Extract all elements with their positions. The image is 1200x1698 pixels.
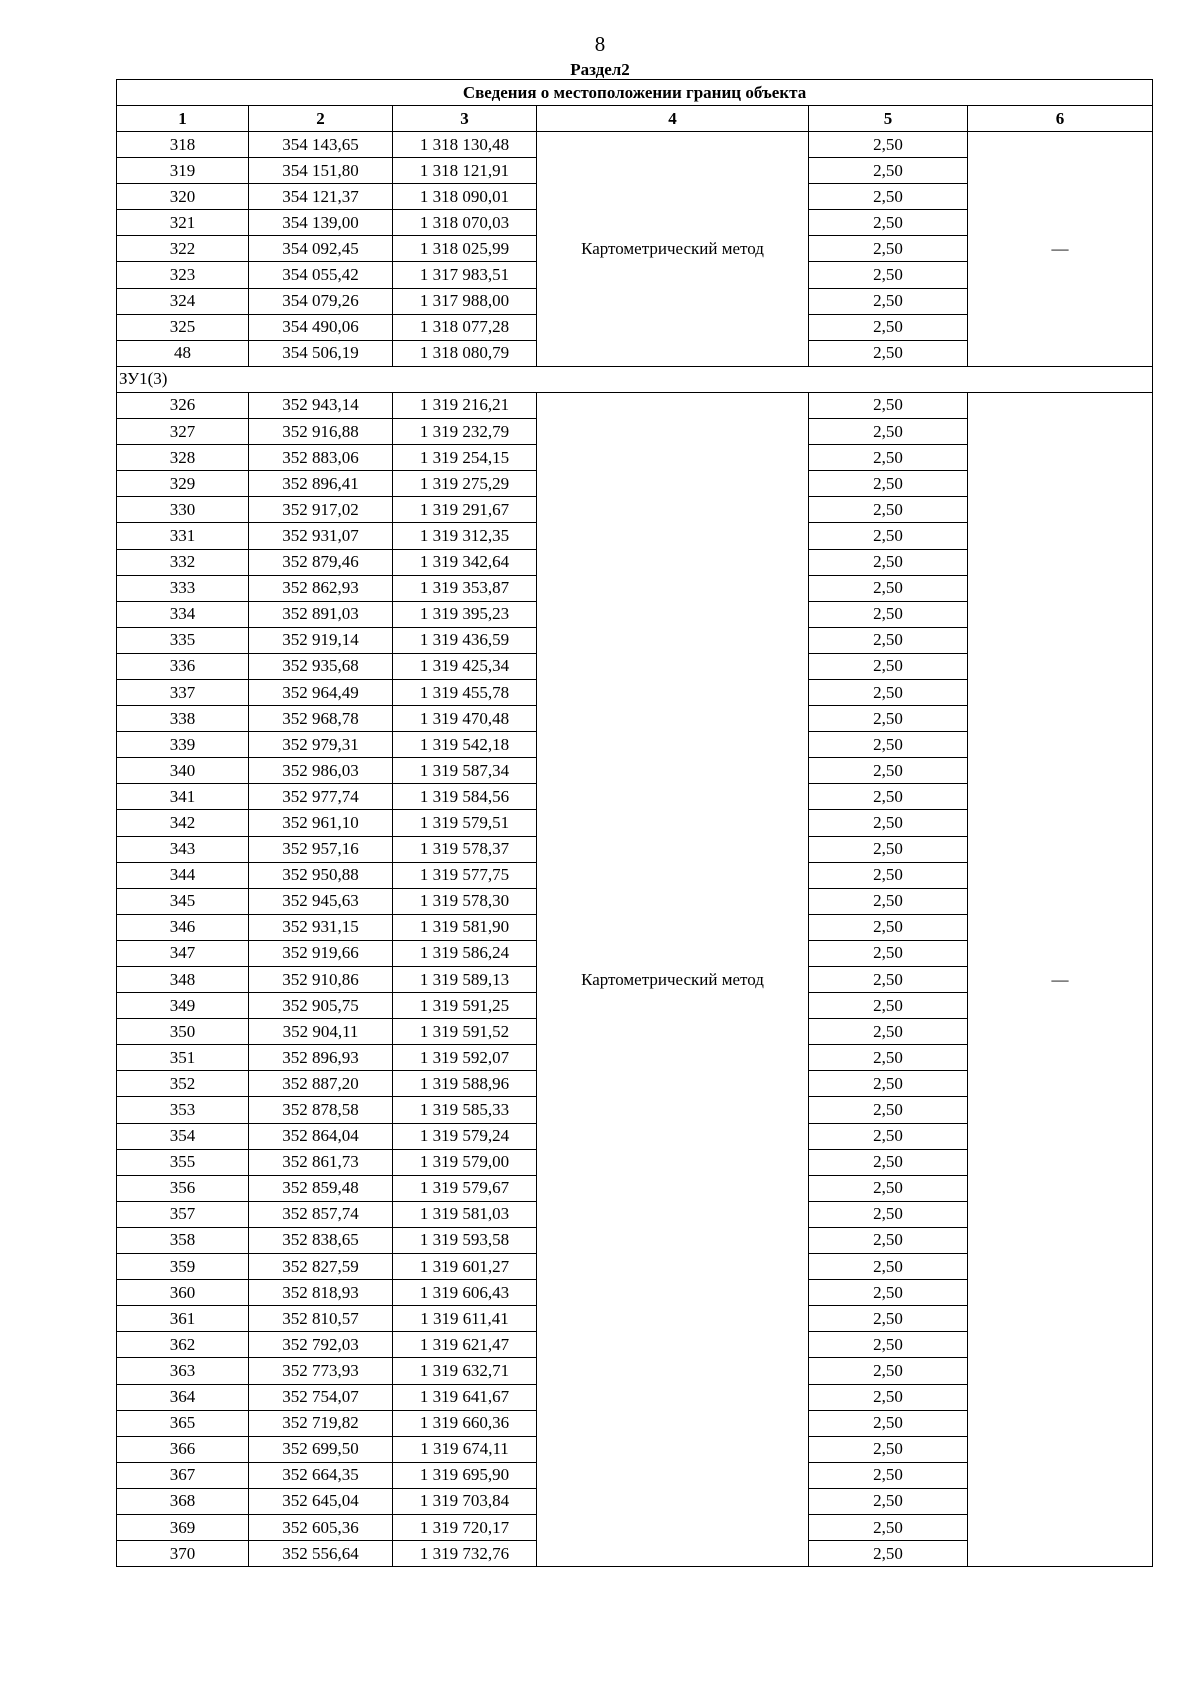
- y-coordinate-cell: 1 319 732,76: [393, 1541, 537, 1567]
- point-number-cell: 328: [117, 445, 249, 471]
- y-coordinate-cell: 1 319 578,30: [393, 888, 537, 914]
- y-coordinate-cell: 1 319 586,24: [393, 940, 537, 966]
- point-number-cell: 355: [117, 1149, 249, 1175]
- x-coordinate-cell: 352 818,93: [249, 1280, 393, 1306]
- y-coordinate-cell: 1 317 983,51: [393, 262, 537, 288]
- point-number-cell: 368: [117, 1488, 249, 1514]
- y-coordinate-cell: 1 319 581,03: [393, 1201, 537, 1227]
- accuracy-cell: 2,50: [809, 1071, 968, 1097]
- accuracy-cell: 2,50: [809, 523, 968, 549]
- accuracy-cell: 2,50: [809, 706, 968, 732]
- point-number-cell: 351: [117, 1045, 249, 1071]
- point-number-cell: 357: [117, 1201, 249, 1227]
- point-number-cell: 346: [117, 914, 249, 940]
- point-number-cell: 329: [117, 471, 249, 497]
- x-coordinate-cell: 352 887,20: [249, 1071, 393, 1097]
- y-coordinate-cell: 1 319 621,47: [393, 1332, 537, 1358]
- x-coordinate-cell: 352 664,35: [249, 1462, 393, 1488]
- accuracy-cell: 2,50: [809, 1488, 968, 1514]
- x-coordinate-cell: 354 079,26: [249, 288, 393, 314]
- column-header: 6: [968, 106, 1153, 132]
- x-coordinate-cell: 354 092,45: [249, 236, 393, 262]
- accuracy-cell: 2,50: [809, 601, 968, 627]
- x-coordinate-cell: 352 859,48: [249, 1175, 393, 1201]
- table-row: [117, 132, 1153, 158]
- column-header: 2: [249, 106, 393, 132]
- accuracy-cell: 2,50: [809, 471, 968, 497]
- x-coordinate-cell: 352 979,31: [249, 732, 393, 758]
- x-coordinate-cell: 352 904,11: [249, 1019, 393, 1045]
- accuracy-cell: 2,50: [809, 784, 968, 810]
- x-coordinate-cell: 352 810,57: [249, 1306, 393, 1332]
- column-header: 3: [393, 106, 537, 132]
- x-coordinate-cell: 352 917,02: [249, 497, 393, 523]
- accuracy-cell: 2,50: [809, 1123, 968, 1149]
- group-label: ЗУ1(3): [117, 366, 1153, 392]
- accuracy-cell: 2,50: [809, 1514, 968, 1540]
- point-number-cell: 341: [117, 784, 249, 810]
- y-coordinate-cell: 1 319 632,71: [393, 1358, 537, 1384]
- point-number-cell: 366: [117, 1436, 249, 1462]
- accuracy-cell: 2,50: [809, 836, 968, 862]
- point-number-cell: 48: [117, 340, 249, 366]
- point-number-cell: 367: [117, 1462, 249, 1488]
- point-number-cell: 327: [117, 419, 249, 445]
- point-number-cell: 350: [117, 1019, 249, 1045]
- y-coordinate-cell: 1 319 581,90: [393, 914, 537, 940]
- x-coordinate-cell: 352 754,07: [249, 1384, 393, 1410]
- point-number-cell: 332: [117, 549, 249, 575]
- table-header-row: [117, 106, 1153, 132]
- accuracy-cell: 2,50: [809, 419, 968, 445]
- table-row: [117, 392, 1153, 418]
- column-6-cell: —: [968, 132, 1153, 367]
- x-coordinate-cell: 352 919,14: [249, 627, 393, 653]
- y-coordinate-cell: 1 319 312,35: [393, 523, 537, 549]
- y-coordinate-cell: 1 318 090,01: [393, 184, 537, 210]
- accuracy-cell: 2,50: [809, 862, 968, 888]
- y-coordinate-cell: 1 319 592,07: [393, 1045, 537, 1071]
- accuracy-cell: 2,50: [809, 940, 968, 966]
- column-header: 4: [537, 106, 809, 132]
- accuracy-cell: 2,50: [809, 1541, 968, 1567]
- x-coordinate-cell: 352 977,74: [249, 784, 393, 810]
- y-coordinate-cell: 1 319 542,18: [393, 732, 537, 758]
- point-number-cell: 348: [117, 967, 249, 993]
- point-number-cell: 360: [117, 1280, 249, 1306]
- x-coordinate-cell: 354 143,65: [249, 132, 393, 158]
- point-number-cell: 342: [117, 810, 249, 836]
- y-coordinate-cell: 1 319 584,56: [393, 784, 537, 810]
- x-coordinate-cell: 352 968,78: [249, 706, 393, 732]
- x-coordinate-cell: 352 896,93: [249, 1045, 393, 1071]
- point-number-cell: 335: [117, 627, 249, 653]
- point-number-cell: 337: [117, 679, 249, 705]
- y-coordinate-cell: 1 319 703,84: [393, 1488, 537, 1514]
- y-coordinate-cell: 1 319 455,78: [393, 679, 537, 705]
- point-number-cell: 330: [117, 497, 249, 523]
- x-coordinate-cell: 352 864,04: [249, 1123, 393, 1149]
- point-number-cell: 344: [117, 862, 249, 888]
- accuracy-cell: 2,50: [809, 653, 968, 679]
- y-coordinate-cell: 1 319 425,34: [393, 653, 537, 679]
- point-number-cell: 340: [117, 758, 249, 784]
- accuracy-cell: 2,50: [809, 1436, 968, 1462]
- x-coordinate-cell: 352 878,58: [249, 1097, 393, 1123]
- accuracy-cell: 2,50: [809, 1201, 968, 1227]
- x-coordinate-cell: 352 645,04: [249, 1488, 393, 1514]
- y-coordinate-cell: 1 319 353,87: [393, 575, 537, 601]
- point-number-cell: 339: [117, 732, 249, 758]
- y-coordinate-cell: 1 319 611,41: [393, 1306, 537, 1332]
- table-body: [117, 80, 1153, 1567]
- point-number-cell: 365: [117, 1410, 249, 1436]
- accuracy-cell: 2,50: [809, 1280, 968, 1306]
- point-number-cell: 370: [117, 1541, 249, 1567]
- y-coordinate-cell: 1 318 080,79: [393, 340, 537, 366]
- x-coordinate-cell: 352 919,66: [249, 940, 393, 966]
- accuracy-cell: 2,50: [809, 236, 968, 262]
- x-coordinate-cell: 352 935,68: [249, 653, 393, 679]
- method-cell: Картометрический метод: [537, 392, 809, 1566]
- y-coordinate-cell: 1 319 579,24: [393, 1123, 537, 1149]
- x-coordinate-cell: 352 931,15: [249, 914, 393, 940]
- accuracy-cell: 2,50: [809, 132, 968, 158]
- point-number-cell: 349: [117, 993, 249, 1019]
- y-coordinate-cell: 1 319 342,64: [393, 549, 537, 575]
- y-coordinate-cell: 1 319 660,36: [393, 1410, 537, 1436]
- x-coordinate-cell: 352 916,88: [249, 419, 393, 445]
- accuracy-cell: 2,50: [809, 1358, 968, 1384]
- y-coordinate-cell: 1 319 674,11: [393, 1436, 537, 1462]
- column-header: 1: [117, 106, 249, 132]
- point-number-cell: 336: [117, 653, 249, 679]
- y-coordinate-cell: 1 319 585,33: [393, 1097, 537, 1123]
- column-6-cell: —: [968, 392, 1153, 1566]
- x-coordinate-cell: 352 857,74: [249, 1201, 393, 1227]
- method-cell: Картометрический метод: [537, 132, 809, 367]
- y-coordinate-cell: 1 319 275,29: [393, 471, 537, 497]
- point-number-cell: 334: [117, 601, 249, 627]
- x-coordinate-cell: 352 905,75: [249, 993, 393, 1019]
- accuracy-cell: 2,50: [809, 497, 968, 523]
- y-coordinate-cell: 1 319 578,37: [393, 836, 537, 862]
- point-number-cell: 319: [117, 158, 249, 184]
- point-number-cell: 324: [117, 288, 249, 314]
- x-coordinate-cell: 352 861,73: [249, 1149, 393, 1175]
- x-coordinate-cell: 352 891,03: [249, 601, 393, 627]
- y-coordinate-cell: 1 319 591,52: [393, 1019, 537, 1045]
- x-coordinate-cell: 352 773,93: [249, 1358, 393, 1384]
- accuracy-cell: 2,50: [809, 1254, 968, 1280]
- x-coordinate-cell: 352 699,50: [249, 1436, 393, 1462]
- accuracy-cell: 2,50: [809, 288, 968, 314]
- x-coordinate-cell: 352 943,14: [249, 392, 393, 418]
- accuracy-cell: 2,50: [809, 1175, 968, 1201]
- point-number-cell: 354: [117, 1123, 249, 1149]
- y-coordinate-cell: 1 318 077,28: [393, 314, 537, 340]
- accuracy-cell: 2,50: [809, 1462, 968, 1488]
- table-caption: Сведения о местоположении границ объекта: [117, 80, 1153, 106]
- point-number-cell: 361: [117, 1306, 249, 1332]
- accuracy-cell: 2,50: [809, 1045, 968, 1071]
- accuracy-cell: 2,50: [809, 914, 968, 940]
- accuracy-cell: 2,50: [809, 1332, 968, 1358]
- x-coordinate-cell: 352 957,16: [249, 836, 393, 862]
- y-coordinate-cell: 1 319 579,00: [393, 1149, 537, 1175]
- point-number-cell: 326: [117, 392, 249, 418]
- y-coordinate-cell: 1 318 025,99: [393, 236, 537, 262]
- x-coordinate-cell: 352 964,49: [249, 679, 393, 705]
- x-coordinate-cell: 354 055,42: [249, 262, 393, 288]
- point-number-cell: 325: [117, 314, 249, 340]
- accuracy-cell: 2,50: [809, 314, 968, 340]
- accuracy-cell: 2,50: [809, 575, 968, 601]
- y-coordinate-cell: 1 319 232,79: [393, 419, 537, 445]
- accuracy-cell: 2,50: [809, 1384, 968, 1410]
- y-coordinate-cell: 1 319 470,48: [393, 706, 537, 732]
- x-coordinate-cell: 352 827,59: [249, 1254, 393, 1280]
- x-coordinate-cell: 352 792,03: [249, 1332, 393, 1358]
- y-coordinate-cell: 1 319 579,51: [393, 810, 537, 836]
- x-coordinate-cell: 352 896,41: [249, 471, 393, 497]
- x-coordinate-cell: 352 605,36: [249, 1514, 393, 1540]
- x-coordinate-cell: 352 945,63: [249, 888, 393, 914]
- accuracy-cell: 2,50: [809, 888, 968, 914]
- accuracy-cell: 2,50: [809, 210, 968, 236]
- y-coordinate-cell: 1 319 577,75: [393, 862, 537, 888]
- x-coordinate-cell: 352 862,93: [249, 575, 393, 601]
- accuracy-cell: 2,50: [809, 1149, 968, 1175]
- x-coordinate-cell: 352 556,64: [249, 1541, 393, 1567]
- column-header: 5: [809, 106, 968, 132]
- x-coordinate-cell: 352 931,07: [249, 523, 393, 549]
- accuracy-cell: 2,50: [809, 184, 968, 210]
- y-coordinate-cell: 1 318 121,91: [393, 158, 537, 184]
- x-coordinate-cell: 354 139,00: [249, 210, 393, 236]
- y-coordinate-cell: 1 319 216,21: [393, 392, 537, 418]
- y-coordinate-cell: 1 318 070,03: [393, 210, 537, 236]
- x-coordinate-cell: 352 879,46: [249, 549, 393, 575]
- y-coordinate-cell: 1 319 588,96: [393, 1071, 537, 1097]
- x-coordinate-cell: 352 838,65: [249, 1227, 393, 1253]
- point-number-cell: 333: [117, 575, 249, 601]
- x-coordinate-cell: 352 719,82: [249, 1410, 393, 1436]
- y-coordinate-cell: 1 319 641,67: [393, 1384, 537, 1410]
- accuracy-cell: 2,50: [809, 340, 968, 366]
- accuracy-cell: 2,50: [809, 1097, 968, 1123]
- accuracy-cell: 2,50: [809, 1306, 968, 1332]
- accuracy-cell: 2,50: [809, 732, 968, 758]
- point-number-cell: 343: [117, 836, 249, 862]
- x-coordinate-cell: 352 950,88: [249, 862, 393, 888]
- y-coordinate-cell: 1 319 601,27: [393, 1254, 537, 1280]
- accuracy-cell: 2,50: [809, 993, 968, 1019]
- y-coordinate-cell: 1 318 130,48: [393, 132, 537, 158]
- point-number-cell: 362: [117, 1332, 249, 1358]
- y-coordinate-cell: 1 317 988,00: [393, 288, 537, 314]
- section-title: Раздел2: [570, 60, 630, 79]
- point-number-cell: 359: [117, 1254, 249, 1280]
- y-coordinate-cell: 1 319 254,15: [393, 445, 537, 471]
- y-coordinate-cell: 1 319 395,23: [393, 601, 537, 627]
- accuracy-cell: 2,50: [809, 392, 968, 418]
- x-coordinate-cell: 352 961,10: [249, 810, 393, 836]
- accuracy-cell: 2,50: [809, 679, 968, 705]
- point-number-cell: 347: [117, 940, 249, 966]
- accuracy-cell: 2,50: [809, 549, 968, 575]
- y-coordinate-cell: 1 319 606,43: [393, 1280, 537, 1306]
- point-number-cell: 363: [117, 1358, 249, 1384]
- x-coordinate-cell: 352 986,03: [249, 758, 393, 784]
- accuracy-cell: 2,50: [809, 967, 968, 993]
- point-number-cell: 353: [117, 1097, 249, 1123]
- accuracy-cell: 2,50: [809, 810, 968, 836]
- y-coordinate-cell: 1 319 587,34: [393, 758, 537, 784]
- y-coordinate-cell: 1 319 291,67: [393, 497, 537, 523]
- y-coordinate-cell: 1 319 589,13: [393, 967, 537, 993]
- accuracy-cell: 2,50: [809, 758, 968, 784]
- accuracy-cell: 2,50: [809, 1410, 968, 1436]
- x-coordinate-cell: 352 883,06: [249, 445, 393, 471]
- point-number-cell: 364: [117, 1384, 249, 1410]
- point-number-cell: 323: [117, 262, 249, 288]
- x-coordinate-cell: 354 490,06: [249, 314, 393, 340]
- accuracy-cell: 2,50: [809, 262, 968, 288]
- point-number-cell: 345: [117, 888, 249, 914]
- y-coordinate-cell: 1 319 593,58: [393, 1227, 537, 1253]
- y-coordinate-cell: 1 319 591,25: [393, 993, 537, 1019]
- point-number-cell: 358: [117, 1227, 249, 1253]
- y-coordinate-cell: 1 319 695,90: [393, 1462, 537, 1488]
- point-number-cell: 338: [117, 706, 249, 732]
- accuracy-cell: 2,50: [809, 1019, 968, 1045]
- point-number-cell: 321: [117, 210, 249, 236]
- page-number: 8: [594, 32, 606, 56]
- group-label-row: [117, 366, 1153, 392]
- x-coordinate-cell: 352 910,86: [249, 967, 393, 993]
- point-number-cell: 331: [117, 523, 249, 549]
- y-coordinate-cell: 1 319 720,17: [393, 1514, 537, 1540]
- point-number-cell: 352: [117, 1071, 249, 1097]
- point-number-cell: 369: [117, 1514, 249, 1540]
- boundary-coordinates-table: [116, 79, 1153, 1567]
- point-number-cell: 320: [117, 184, 249, 210]
- point-number-cell: 356: [117, 1175, 249, 1201]
- accuracy-cell: 2,50: [809, 1227, 968, 1253]
- point-number-cell: 322: [117, 236, 249, 262]
- accuracy-cell: 2,50: [809, 627, 968, 653]
- y-coordinate-cell: 1 319 436,59: [393, 627, 537, 653]
- point-number-cell: 318: [117, 132, 249, 158]
- accuracy-cell: 2,50: [809, 445, 968, 471]
- x-coordinate-cell: 354 121,37: [249, 184, 393, 210]
- accuracy-cell: 2,50: [809, 158, 968, 184]
- x-coordinate-cell: 354 506,19: [249, 340, 393, 366]
- table-caption-row: [117, 80, 1153, 106]
- x-coordinate-cell: 354 151,80: [249, 158, 393, 184]
- y-coordinate-cell: 1 319 579,67: [393, 1175, 537, 1201]
